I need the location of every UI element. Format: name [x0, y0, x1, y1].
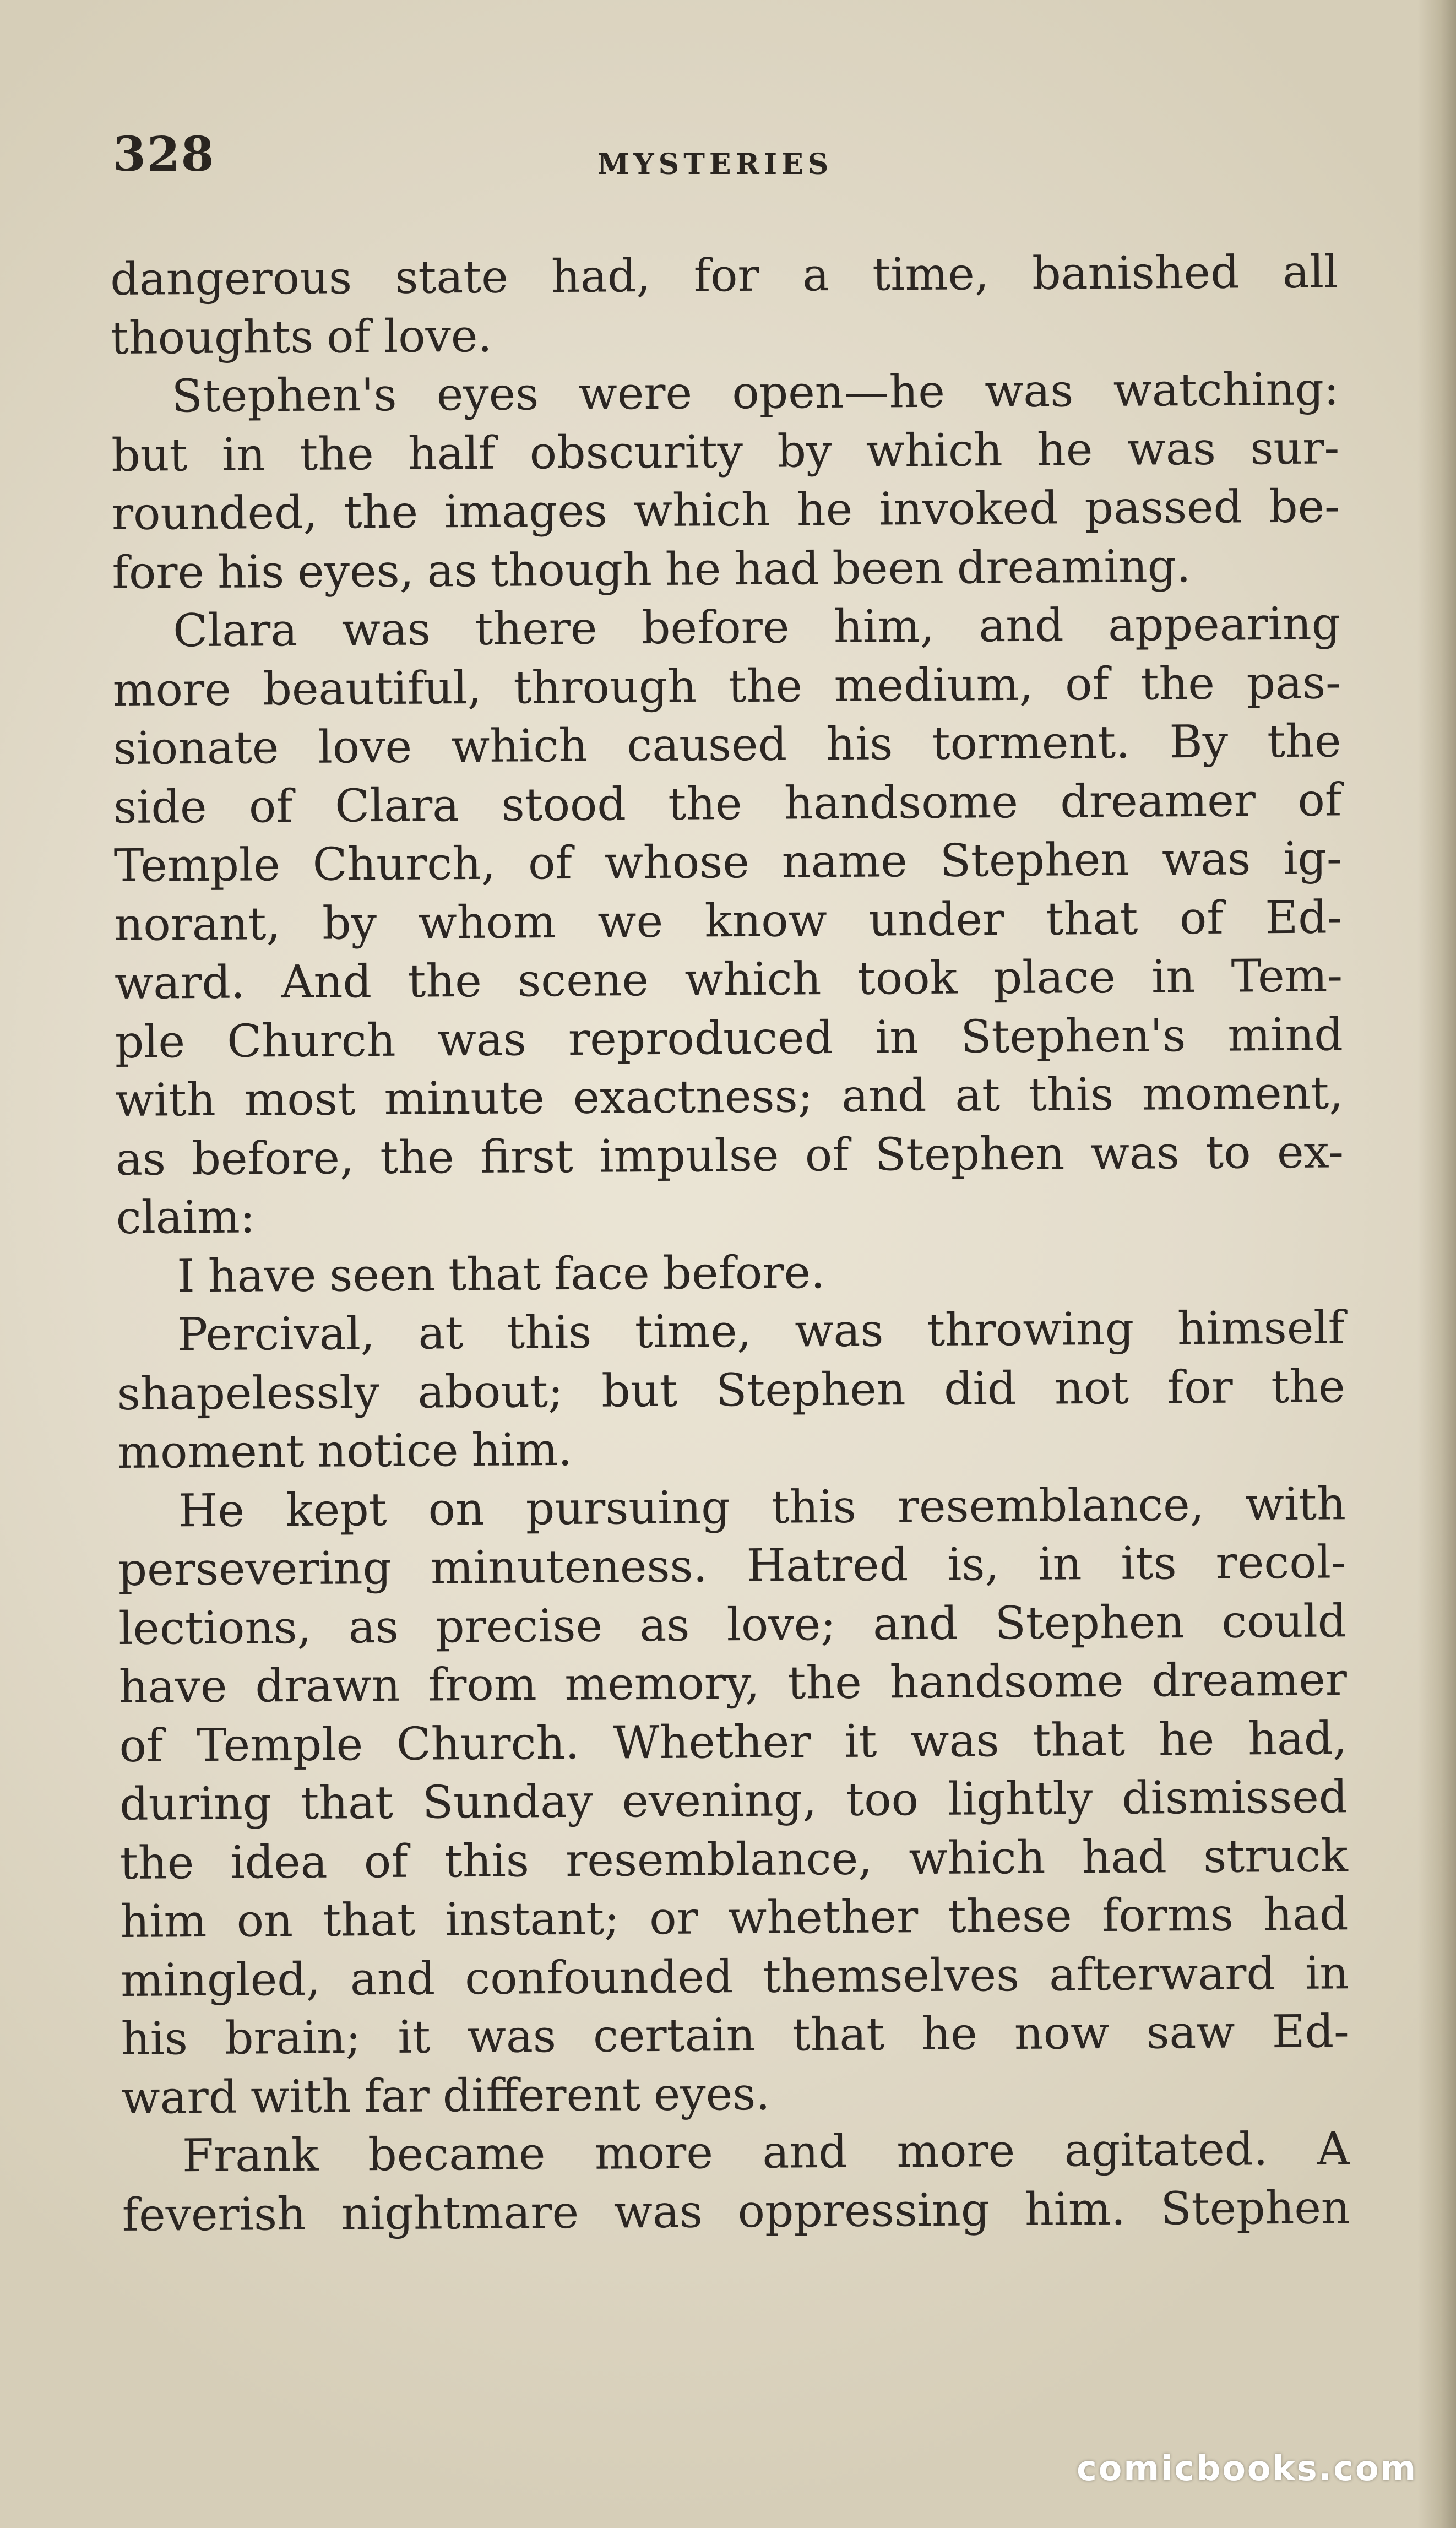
word: which: [866, 424, 1003, 478]
watermark: comicbooks.com: [1077, 2448, 1418, 2488]
word: or: [649, 1892, 699, 1945]
word: afterward: [1048, 1947, 1276, 2001]
text-line: [116, 1123, 1344, 1189]
word: which: [450, 719, 588, 773]
word: in: [1038, 1538, 1082, 1591]
word: this: [444, 1834, 530, 1887]
word: to: [1205, 1126, 1251, 1179]
word: time,: [634, 1305, 752, 1359]
word: A: [1317, 2123, 1350, 2176]
word: there: [475, 602, 597, 655]
word: exactness;: [573, 1070, 813, 1124]
word: the: [119, 1836, 194, 1890]
word: as: [427, 544, 477, 597]
word: fore: [112, 546, 205, 599]
word: him,: [833, 600, 935, 653]
word: precise: [435, 1599, 603, 1653]
word: handsome: [784, 775, 1019, 830]
word: in: [221, 428, 266, 481]
word: and: [350, 1952, 436, 2005]
word: a: [802, 249, 830, 302]
word: dreaming.: [957, 540, 1191, 594]
word: dangerous: [110, 252, 352, 306]
word: him: [120, 1895, 207, 1948]
word: he: [1036, 423, 1093, 476]
word: confounded: [464, 1950, 734, 2005]
word: have: [118, 1660, 227, 1713]
word: claim:: [116, 1191, 256, 1244]
word: nightmare: [341, 2186, 579, 2241]
text-line: [111, 360, 1339, 426]
word: during: [119, 1777, 272, 1831]
word: reproduced: [568, 1011, 834, 1066]
text-line: [116, 1240, 1345, 1306]
word: the: [668, 777, 742, 831]
word: instant;: [445, 1892, 620, 1946]
word: had: [1082, 1830, 1167, 1884]
word: side: [113, 780, 207, 834]
word: he: [796, 483, 853, 536]
word: had,: [551, 250, 651, 303]
text-line: [112, 536, 1340, 603]
body-text: [110, 243, 1350, 2245]
word: as: [348, 1601, 399, 1653]
word: love: [318, 720, 412, 774]
word: resemblance,: [565, 1832, 873, 1887]
word: as: [639, 1599, 690, 1652]
word: lections,: [118, 1601, 312, 1655]
word: watching:: [1113, 363, 1339, 417]
word: its: [1121, 1537, 1177, 1590]
word: by: [777, 425, 832, 478]
word: for: [1167, 1361, 1233, 1414]
word: with: [250, 2070, 351, 2124]
word: in: [874, 1011, 919, 1064]
word: that: [792, 2008, 885, 2062]
word: kept: [285, 1483, 387, 1537]
word: evening,: [622, 1774, 817, 1828]
word: ex-: [1276, 1125, 1344, 1179]
word: of: [1179, 892, 1224, 945]
page-edge-shadow: [1417, 0, 1456, 2528]
word: mingled,: [120, 1953, 321, 2007]
word: I: [177, 1250, 195, 1303]
text-line: [118, 1533, 1346, 1599]
word: could: [1221, 1594, 1347, 1648]
word: dreamer: [1060, 774, 1256, 828]
word: was: [910, 1714, 999, 1767]
word: appearing: [1107, 598, 1341, 652]
text-line: [115, 1006, 1343, 1072]
word: Stephen's: [960, 1009, 1186, 1064]
word: became: [367, 2128, 546, 2182]
word: themselves: [763, 1949, 1020, 2003]
text-line: [119, 1651, 1348, 1717]
word: far: [364, 2070, 430, 2123]
word: memory,: [564, 1657, 760, 1711]
word: eyes,: [297, 545, 414, 598]
word: whom: [418, 896, 557, 950]
word: shapelessly: [117, 1366, 380, 1420]
word: of: [805, 1129, 849, 1181]
word: which: [684, 953, 822, 1006]
word: know: [704, 894, 828, 947]
word: the: [1267, 715, 1341, 768]
word: Church,: [312, 837, 496, 891]
word: resemblance,: [897, 1478, 1205, 1533]
word: open—he: [732, 365, 946, 420]
word: Percival,: [177, 1308, 376, 1361]
page-header: [113, 127, 1324, 187]
word: Church.: [396, 1717, 580, 1771]
word: Ed-: [1272, 2005, 1350, 2059]
word: moment,: [1142, 1067, 1344, 1121]
word: on: [428, 1483, 485, 1536]
text-line: [117, 1358, 1345, 1424]
text-line: [111, 302, 1339, 368]
word: the: [1270, 1360, 1345, 1413]
word: all: [1282, 246, 1339, 299]
word: thoughts: [110, 311, 314, 365]
word: pas-: [1246, 656, 1341, 709]
word: saw: [1146, 2006, 1235, 2059]
word: we: [597, 895, 664, 948]
word: though: [490, 543, 653, 597]
word: forms: [1101, 1889, 1234, 1943]
word: was: [613, 2185, 703, 2238]
word: did: [943, 1362, 1017, 1415]
word: Stephen's: [171, 368, 397, 423]
word: of: [363, 1835, 408, 1888]
text-line: [121, 2062, 1350, 2128]
word: the: [1140, 657, 1215, 710]
word: of: [119, 1719, 164, 1772]
text-line: [121, 2003, 1350, 2069]
word: Whether: [612, 1715, 811, 1769]
word: dreamer: [1151, 1653, 1348, 1707]
word: first: [480, 1130, 574, 1184]
text-line: [120, 1827, 1349, 1893]
word: before,: [192, 1131, 355, 1185]
word: for: [693, 249, 759, 302]
text-line: [114, 829, 1343, 896]
word: this: [771, 1480, 857, 1534]
word: more: [896, 2125, 1015, 2178]
word: the: [728, 659, 803, 713]
page-number: 328: [113, 127, 215, 182]
word: Stephen: [995, 1596, 1185, 1650]
word: his: [825, 718, 893, 771]
word: place: [993, 951, 1116, 1005]
text-line: [118, 1592, 1347, 1658]
word: now: [1014, 2006, 1110, 2060]
word: was: [341, 603, 431, 657]
word: dismissed: [1121, 1771, 1348, 1825]
word: the: [380, 1131, 454, 1184]
word: half: [408, 427, 496, 480]
word: the: [300, 427, 374, 481]
word: have: [208, 1249, 317, 1303]
word: Clara: [172, 604, 298, 658]
word: Stephen: [874, 1127, 1065, 1181]
text-line: [113, 712, 1341, 778]
word: agitated.: [1064, 2123, 1268, 2177]
word: Temple: [113, 839, 280, 892]
word: in: [1305, 1946, 1349, 2000]
word: was: [1090, 1126, 1180, 1180]
word: oppressing: [737, 2183, 990, 2238]
word: Tem-: [1231, 950, 1343, 1003]
word: about;: [417, 1365, 563, 1419]
word: ig-: [1283, 832, 1343, 886]
word: Stephen: [939, 833, 1130, 887]
word: be-: [1268, 480, 1340, 534]
text-line: [117, 1299, 1345, 1365]
word: at: [955, 1069, 1001, 1122]
word: love.: [383, 310, 492, 363]
word: not: [1054, 1361, 1129, 1415]
word: was: [437, 1013, 527, 1066]
word: beautiful,: [263, 661, 482, 715]
word: it: [844, 1715, 877, 1768]
word: handsome: [889, 1654, 1124, 1709]
text-line: [114, 888, 1343, 954]
word: of: [1064, 658, 1110, 710]
word: of: [248, 780, 293, 833]
word: under: [868, 893, 1004, 947]
word: with: [115, 1073, 216, 1127]
word: drawn: [255, 1659, 401, 1713]
word: Church: [226, 1014, 396, 1068]
word: brain;: [224, 2011, 361, 2065]
word: that: [448, 1247, 541, 1301]
word: through: [513, 660, 697, 714]
text-line: [113, 771, 1342, 837]
word: which: [909, 1831, 1046, 1885]
word: passed: [1084, 481, 1243, 535]
word: from: [428, 1658, 537, 1712]
word: most: [244, 1073, 356, 1126]
word: time,: [872, 248, 990, 301]
word: of: [528, 837, 573, 890]
word: love;: [726, 1598, 836, 1651]
text-line: [112, 478, 1340, 544]
word: had: [1263, 1888, 1349, 1941]
word: whose: [604, 836, 750, 889]
word: norant,: [114, 897, 281, 951]
word: his: [121, 2012, 188, 2065]
word: more: [112, 663, 232, 717]
text-line: [116, 1181, 1344, 1247]
word: was: [467, 2010, 557, 2064]
word: these: [948, 1890, 1072, 1943]
word: Clara: [334, 779, 460, 833]
word: notice: [317, 1424, 459, 1478]
word: were: [578, 367, 693, 420]
word: sionate: [113, 721, 279, 775]
word: sur-: [1250, 421, 1340, 475]
word: he: [921, 2008, 978, 2061]
word: eyes.: [653, 2068, 770, 2121]
text-line: [113, 654, 1341, 720]
word: had: [734, 542, 819, 595]
text-line: [115, 1064, 1344, 1130]
word: is,: [947, 1538, 999, 1591]
word: been: [832, 541, 944, 595]
word: pursuing: [525, 1481, 730, 1535]
word: had,: [1247, 1712, 1348, 1765]
word: was: [984, 365, 1074, 418]
word: minute: [384, 1072, 545, 1125]
word: minuteness.: [430, 1540, 708, 1594]
word: certain: [593, 2009, 756, 2063]
word: lightly: [947, 1772, 1093, 1826]
word: his: [217, 545, 285, 599]
word: He: [178, 1484, 245, 1537]
word: on: [236, 1895, 294, 1947]
word: persevering: [118, 1542, 392, 1596]
word: was: [1127, 422, 1216, 476]
text-line: [122, 2120, 1350, 2186]
word: state: [395, 251, 509, 304]
text-line: [119, 1768, 1348, 1834]
word: Temple: [196, 1718, 363, 1772]
word: moment: [117, 1425, 305, 1479]
word: images: [444, 485, 608, 539]
word: of: [1297, 773, 1342, 827]
word: before: [641, 601, 790, 655]
word: torment.: [932, 716, 1131, 770]
word: Stephen: [1160, 2181, 1350, 2235]
word: as: [115, 1132, 166, 1186]
word: Frank: [182, 2129, 319, 2183]
word: was: [1161, 833, 1251, 886]
word: of: [326, 310, 371, 364]
text-line: [110, 243, 1339, 309]
text-line: [119, 1710, 1348, 1776]
text-line: [118, 1475, 1346, 1541]
word: in: [1151, 950, 1196, 1003]
word: the: [344, 486, 419, 539]
word: him.: [471, 1423, 573, 1477]
word: impulse: [599, 1129, 779, 1183]
word: struck: [1203, 1829, 1349, 1883]
word: eyes: [436, 368, 539, 421]
running-head: MYSTERIES: [597, 148, 833, 181]
word: the: [787, 1656, 862, 1710]
word: he: [665, 543, 721, 596]
text-line: [121, 1944, 1349, 2010]
word: Ed-: [1265, 891, 1343, 944]
word: caused: [627, 718, 787, 772]
word: himself: [1177, 1301, 1345, 1355]
word: whether: [727, 1891, 919, 1945]
word: idea: [230, 1836, 328, 1889]
word: Hatred: [746, 1539, 909, 1592]
word: with: [1245, 1477, 1346, 1531]
text-line: [122, 2179, 1350, 2245]
word: too: [845, 1773, 919, 1826]
word: feverish: [122, 2188, 307, 2242]
word: and: [841, 1069, 927, 1122]
word: scene: [517, 954, 649, 1007]
word: the: [408, 954, 482, 1008]
word: by: [322, 897, 377, 950]
word: Stephen: [715, 1363, 906, 1417]
word: ward.: [114, 956, 246, 1010]
word: ple: [115, 1015, 186, 1068]
word: throwing: [926, 1303, 1134, 1357]
word: that: [300, 1776, 394, 1830]
word: this: [506, 1306, 592, 1359]
word: this: [1028, 1068, 1114, 1121]
word: invoked: [878, 482, 1058, 536]
word: was: [794, 1304, 884, 1358]
word: more: [594, 2126, 714, 2180]
word: ward: [121, 2071, 238, 2124]
word: and: [872, 1597, 958, 1651]
word: seen: [329, 1248, 436, 1302]
text-line: [117, 1416, 1346, 1482]
word: before.: [662, 1246, 825, 1300]
word: face: [553, 1247, 650, 1300]
word: stood: [501, 778, 627, 832]
word: medium,: [834, 658, 1034, 712]
word: at: [418, 1307, 464, 1360]
word: obscurity: [529, 425, 743, 479]
word: that: [1033, 1713, 1126, 1767]
word: that: [1045, 892, 1138, 946]
word: which: [633, 484, 771, 538]
text-line: [120, 1885, 1349, 1951]
word: it: [398, 2011, 431, 2064]
word: different: [442, 2068, 641, 2122]
word: and: [762, 2125, 847, 2179]
word: By: [1169, 715, 1229, 769]
word: banished: [1031, 246, 1240, 300]
word: he: [1158, 1713, 1215, 1766]
word: that: [323, 1894, 416, 1947]
word: but: [601, 1364, 678, 1418]
word: name: [781, 835, 908, 888]
word: but: [111, 428, 188, 482]
word: rounded,: [111, 486, 318, 540]
word: mind: [1227, 1008, 1343, 1062]
word: him.: [1024, 2183, 1126, 2236]
text-line: [115, 947, 1343, 1013]
word: and: [979, 599, 1064, 653]
text-line: [112, 595, 1341, 661]
word: Sunday: [422, 1775, 593, 1829]
word: took: [857, 952, 958, 1005]
word: recol-: [1215, 1536, 1346, 1590]
word: And: [281, 956, 372, 1009]
text-line: [111, 419, 1340, 485]
